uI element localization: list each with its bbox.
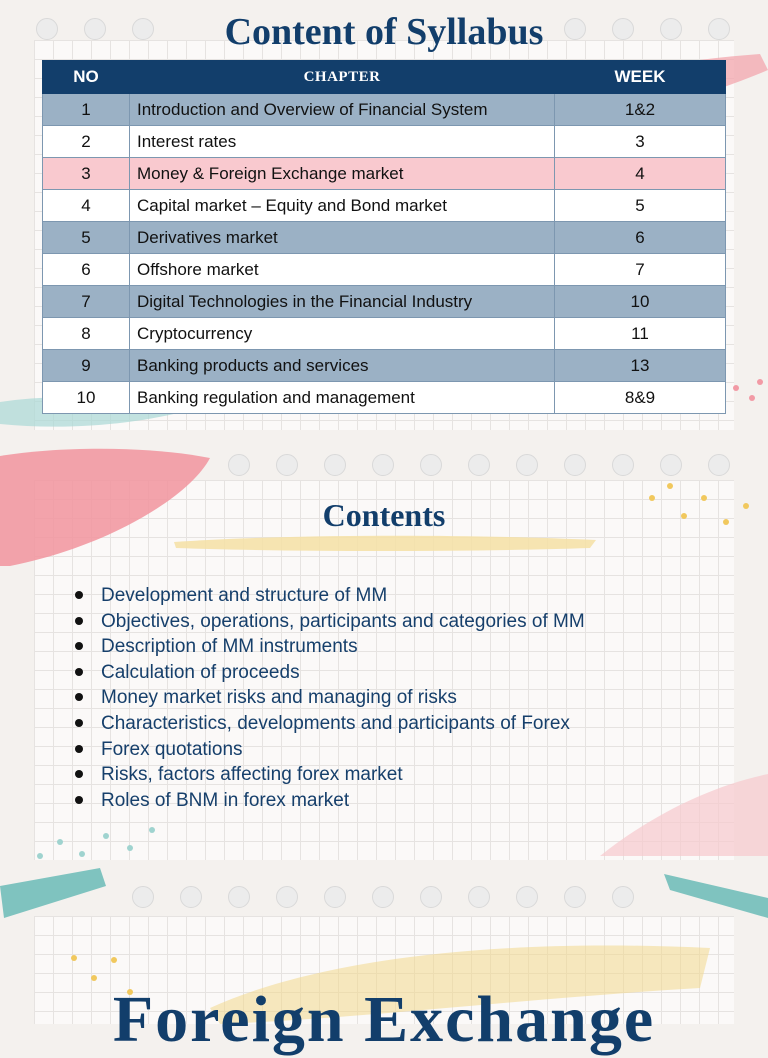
row-chapter: Banking regulation and management: [130, 382, 555, 414]
table-row: [43, 94, 726, 126]
teal-confetti: [30, 816, 170, 866]
list-item: Money market risks and managing of risks: [70, 685, 585, 711]
list-item: Development and structure of MM: [70, 583, 585, 609]
row-no: 5: [43, 222, 130, 254]
contents-list: [70, 583, 585, 813]
row-no: 6: [43, 254, 130, 286]
row-chapter: Banking products and services: [130, 350, 555, 382]
yellow-brush-stroke: [170, 532, 600, 554]
table-header-row: [43, 61, 726, 94]
list-item: Description of MM instruments: [70, 634, 585, 660]
row-week: 10: [555, 286, 726, 318]
row-week: 3: [555, 126, 726, 158]
table-row: [43, 222, 726, 254]
row-no: 1: [43, 94, 130, 126]
table-row: [43, 286, 726, 318]
pink-brush-stroke: [580, 766, 768, 866]
row-no: 7: [43, 286, 130, 318]
row-chapter: Money & Foreign Exchange market: [130, 158, 555, 190]
header-chapter: CHAPTER: [130, 61, 555, 94]
row-week: 5: [555, 190, 726, 222]
table-row: [43, 382, 726, 414]
row-week: 8&9: [555, 382, 726, 414]
list-item: Forex quotations: [70, 737, 585, 763]
syllabus-page: [0, 0, 768, 432]
row-no: 3: [43, 158, 130, 190]
table-row: [43, 254, 726, 286]
contents-title: Contents: [322, 497, 446, 533]
table-row: [43, 318, 726, 350]
syllabus-title: Content of Syllabus: [224, 11, 544, 53]
binder-holes: [0, 882, 768, 912]
row-no: 8: [43, 318, 130, 350]
list-item: Risks, factors affecting forex market: [70, 762, 585, 788]
list-item: Calculation of proceeds: [70, 660, 585, 686]
row-week: 6: [555, 222, 726, 254]
table-row: [43, 350, 726, 382]
row-chapter: Cryptocurrency: [130, 318, 555, 350]
table-row: [43, 190, 726, 222]
header-no: NO: [43, 61, 130, 94]
row-week: 11: [555, 318, 726, 350]
list-item: Roles of BNM in forex market: [70, 788, 585, 814]
row-chapter: Capital market – Equity and Bond market: [130, 190, 555, 222]
row-no: 9: [43, 350, 130, 382]
row-chapter: Offshore market: [130, 254, 555, 286]
row-week: 4: [555, 158, 726, 190]
binder-holes: [0, 450, 768, 480]
row-week: 13: [555, 350, 726, 382]
header-week: WEEK: [555, 61, 726, 94]
row-chapter: Introduction and Overview of Financial System: [130, 94, 555, 126]
list-item: Objectives, operations, participants and categories of MM: [70, 609, 585, 635]
row-no: 2: [43, 126, 130, 158]
table-row: [43, 126, 726, 158]
row-week: 1&2: [555, 94, 726, 126]
row-chapter: Digital Technologies in the Financial Industry: [130, 286, 555, 318]
syllabus-table: [42, 60, 726, 414]
row-no: 10: [43, 382, 130, 414]
row-no: 4: [43, 190, 130, 222]
row-chapter: Interest rates: [130, 126, 555, 158]
table-row: [43, 158, 726, 190]
row-chapter: Derivatives market: [130, 222, 555, 254]
foreign-exchange-title: Foreign Exchange: [112, 983, 656, 1056]
row-week: 7: [555, 254, 726, 286]
list-item: Characteristics, developments and participants of Forex: [70, 711, 585, 737]
